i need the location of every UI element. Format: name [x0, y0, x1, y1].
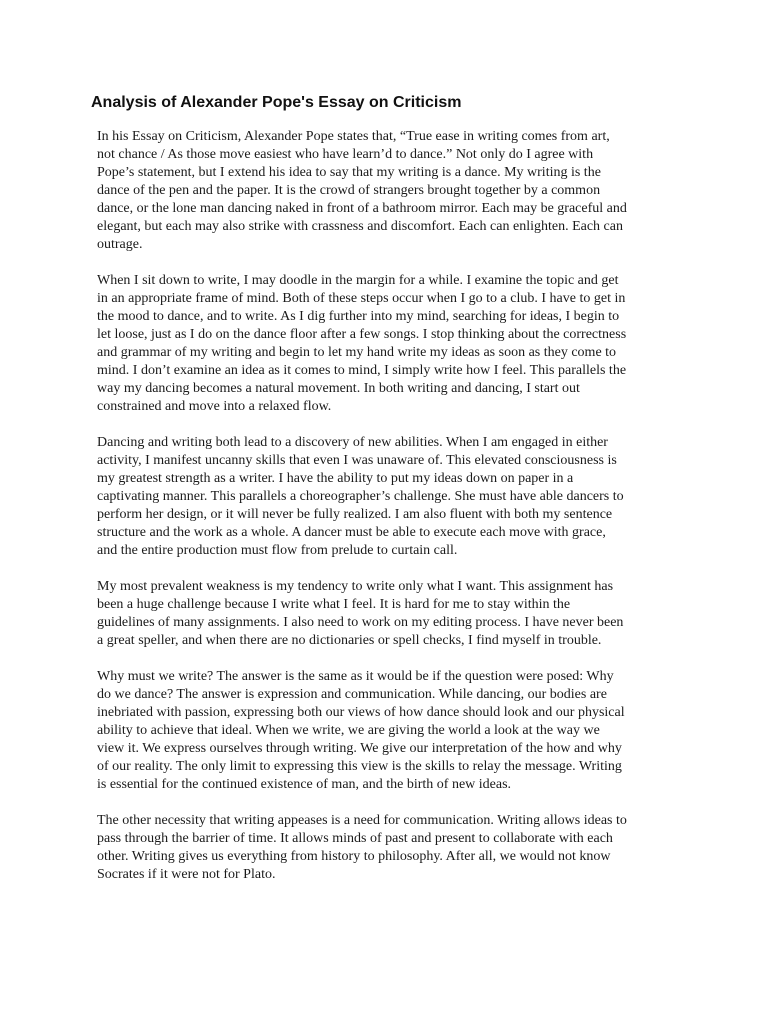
text-line: way my dancing becomes a natural movement. In both writing and dancing, I start out	[97, 381, 580, 396]
text-line: a great speller, and when there are no dictionaries or spell checks, I find myself in trouble.	[97, 633, 602, 648]
text-line: mind. I don’t examine an idea as it comes to mind, I simply write how I feel. This parallels the	[97, 363, 627, 378]
paragraph	[97, 434, 675, 560]
text-line: perform her design, or it will never be fully realized. I am also fluent with both my sentence	[97, 507, 613, 522]
text-line: and grammar of my writing and begin to let my hand write my ideas as soon as they come to	[97, 345, 617, 360]
text-line: been a huge challenge because I write what I feel. It is hard for me to stay within the	[97, 597, 571, 612]
text-line: Why must we write? The answer is the same as it would be if the question were posed: Why	[97, 669, 614, 684]
paragraph	[97, 812, 675, 884]
text-line: captivating manner. This parallels a choreographer’s challenge. She must have able dancers to	[97, 489, 624, 504]
paragraph	[97, 668, 675, 794]
text-line: view it. We express ourselves through writing. We give our interpretation of the how and why	[97, 741, 622, 756]
text-line: ability to achieve that ideal. When we write, we are giving the world a look at the way we	[97, 723, 600, 738]
text-line: Socrates if it were not for Plato.	[97, 867, 276, 882]
text-line: outrage.	[97, 237, 143, 252]
text-line: dance, or the lone man dancing naked in front of a bathroom mirror. Each may be graceful and	[97, 201, 627, 216]
text-line: Pope’s statement, but I extend his idea to say that my writing is a dance. My writing is the	[97, 165, 601, 180]
text-line: the mood to dance, and to write. As I dig further into my mind, searching for ideas, I begin to	[97, 309, 620, 324]
text-line: my greatest strength as a writer. I have the ability to put my ideas down on paper in a	[97, 471, 574, 486]
text-line: not chance / As those move easiest who have learn’d to dance.” Not only do I agree with	[97, 147, 594, 162]
text-line: In his Essay on Criticism, Alexander Pope states that, “True ease in writing comes from art,	[97, 129, 610, 144]
text-line: elegant, but each may also strike with crassness and discomfort. Each can enlighten. Each can	[97, 219, 623, 234]
text-line: other. Writing gives us everything from history to philosophy. After all, we would not know	[97, 849, 611, 864]
text-line: When I sit down to write, I may doodle in the margin for a while. I examine the topic and get	[97, 273, 619, 288]
text-line: is essential for the continued existence of man, and the birth of new ideas.	[97, 777, 512, 792]
text-line: The other necessity that writing appeases is a need for communication. Writing allows ideas to	[97, 813, 627, 828]
paragraph	[97, 578, 675, 650]
text-line: do we dance? The answer is expression and communication. While dancing, our bodies are	[97, 687, 607, 702]
text-line: constrained and move into a relaxed flow.	[97, 399, 332, 414]
document-title: Analysis of Alexander Pope's Essay on Criticism	[91, 94, 462, 111]
text-line: dance of the pen and the paper. It is the crowd of strangers brought together by a common	[97, 183, 601, 198]
text-line: structure and the work as a whole. A dancer must be able to execute each move with grace,	[97, 525, 606, 540]
text-line: and the entire production must flow from prelude to curtain call.	[97, 543, 458, 558]
paragraph	[97, 272, 675, 416]
text-line: let loose, just as I do on the dance floor after a few songs. I stop thinking about the correctness	[97, 327, 627, 342]
paragraph	[97, 128, 675, 254]
text-line: My most prevalent weakness is my tendency to write only what I want. This assignment has	[97, 579, 614, 594]
text-line: of our reality. The only limit to expressing this view is the skills to relay the message. Writing	[97, 759, 622, 774]
text-line: Dancing and writing both lead to a discovery of new abilities. When I am engaged in either	[97, 435, 608, 450]
text-line: in an appropriate frame of mind. Both of these steps occur when I go to a club. I have to get in	[97, 291, 626, 306]
document-body	[97, 128, 675, 902]
text-line: pass through the barrier of time. It allows minds of past and present to collaborate with each	[97, 831, 613, 846]
text-line: guidelines of many assignments. I also need to work on my editing process. I have never been	[97, 615, 624, 630]
text-line: activity, I manifest uncanny skills that even I was unaware of. This elevated consciousness is	[97, 453, 617, 468]
text-line: inebriated with passion, expressing both our views of how dance should look and our physical	[97, 705, 625, 720]
